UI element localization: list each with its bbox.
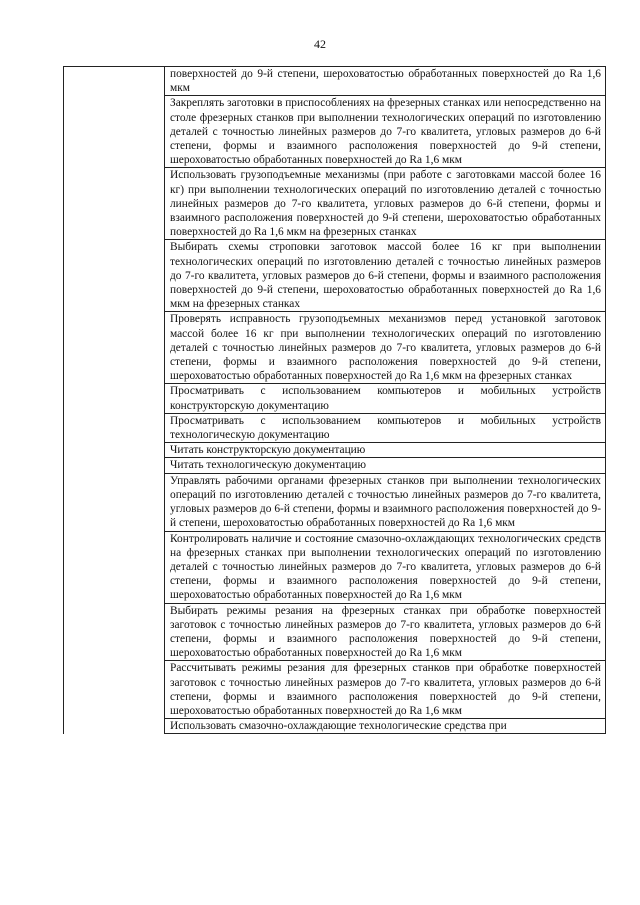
table-cell: Выбирать схемы строповки заготовок массой более 16 кг при выполнении технологических операций по изготовлению деталей с точностью линейных размеров до 7-го квалитета, угловых размеров до 6-й степени, формы и взаимного расположения поверхностей до 9-й степени, шероховатостью обработанных поверхностей до Ra 1,6 мкм на фрезерных станках	[165, 240, 606, 312]
table-cell: Закреплять заготовки в приспособлениях на фрезерных станках или непосредственно на столе фрезерных станков при выполнении технологических операций по изготовлению деталей с точностью линейных размеров до 7-го квалитета, угловых размеров до 6-й степени, формы и взаимного расположения поверхностей до 9-й степени, шероховатостью обработанных поверхностей до Ra 1,6 мкм	[165, 96, 606, 168]
table-cell: Использовать грузоподъемные механизмы (при работе с заготовками массой более 16 кг) при выполнении технологических операций по изготовлению деталей с точностью линейных размеров до 7-го квалитета, угловых размеров до 6-й степени, формы и взаимного расположения поверхностей до 9-й степени, шероховатостью обработанных поверхностей до Ra 1,6 мкм на фрезерных станках	[165, 168, 606, 240]
table-cell: Читать технологическую документацию	[165, 458, 606, 473]
table-cell: Проверять исправность грузоподъемных механизмов перед установкой заготовок массой более 16 кг при выполнении технологических операций по изготовлению деталей с точностью линейных размеров до 7-го квалитета, угловых размеров до 6-й степени, формы и взаимного расположения поверхностей до 9-й степени, шероховатостью обработанных поверхностей до Ra 1,6 мкм на фрезерных станках	[165, 312, 606, 384]
table-cell: Выбирать режимы резания на фрезерных станках при обработке поверхностей заготовок с точностью линейных размеров до 7-го квалитета, угловых размеров до 6-й степени, формы и взаимного расположения поверхностей до 9-й степени, шероховатостью обработанных поверхностей до Ra 1,6 мкм	[165, 603, 606, 661]
table-row	[64, 67, 606, 96]
table-cell: поверхностей до 9-й степени, шероховатостью обработанных поверхностей до Ra 1,6 мкм	[165, 67, 606, 96]
table-cell: Использовать смазочно-охлаждающие технологические средства при	[165, 719, 606, 734]
table-cell: Читать конструкторскую документацию	[165, 443, 606, 458]
table-cell: Просматривать с использованием компьютеров и мобильных устройств технологическую документацию	[165, 413, 606, 442]
page-number: 42	[314, 37, 326, 51]
skills-table	[63, 66, 606, 734]
table-cell: Контролировать наличие и состояние смазочно-охлаждающих технологических средств на фрезерных станках при выполнении технологических операций по изготовлению деталей с точностью линейных размеров до 7-го квалитета, угловых размеров до 6-й степени, формы и взаимного расположения поверхностей до 9-й степени, шероховатостью обработанных поверхностей до Ra 1,6 мкм	[165, 531, 606, 603]
label-column-cell	[64, 67, 165, 734]
table-cell: Управлять рабочими органами фрезерных станков при выполнении технологических операций по изготовлению деталей с точностью линейных размеров до 7-го квалитета, угловых размеров до 6-й степени, формы и взаимного расположения поверхностей до 9-й степени, шероховатостью обработанных поверхностей до Ra 1,6 мкм	[165, 473, 606, 531]
table-cell: Просматривать с использованием компьютеров и мобильных устройств конструкторскую документацию	[165, 384, 606, 413]
table-cell: Рассчитывать режимы резания для фрезерных станков при обработке поверхностей заготовок с точностью линейных размеров до 7-го квалитета, угловых размеров до 6-й степени, формы и взаимного расположения поверхностей до 9-й степени, шероховатостью обработанных поверхностей до Ra 1,6 мкм	[165, 661, 606, 719]
